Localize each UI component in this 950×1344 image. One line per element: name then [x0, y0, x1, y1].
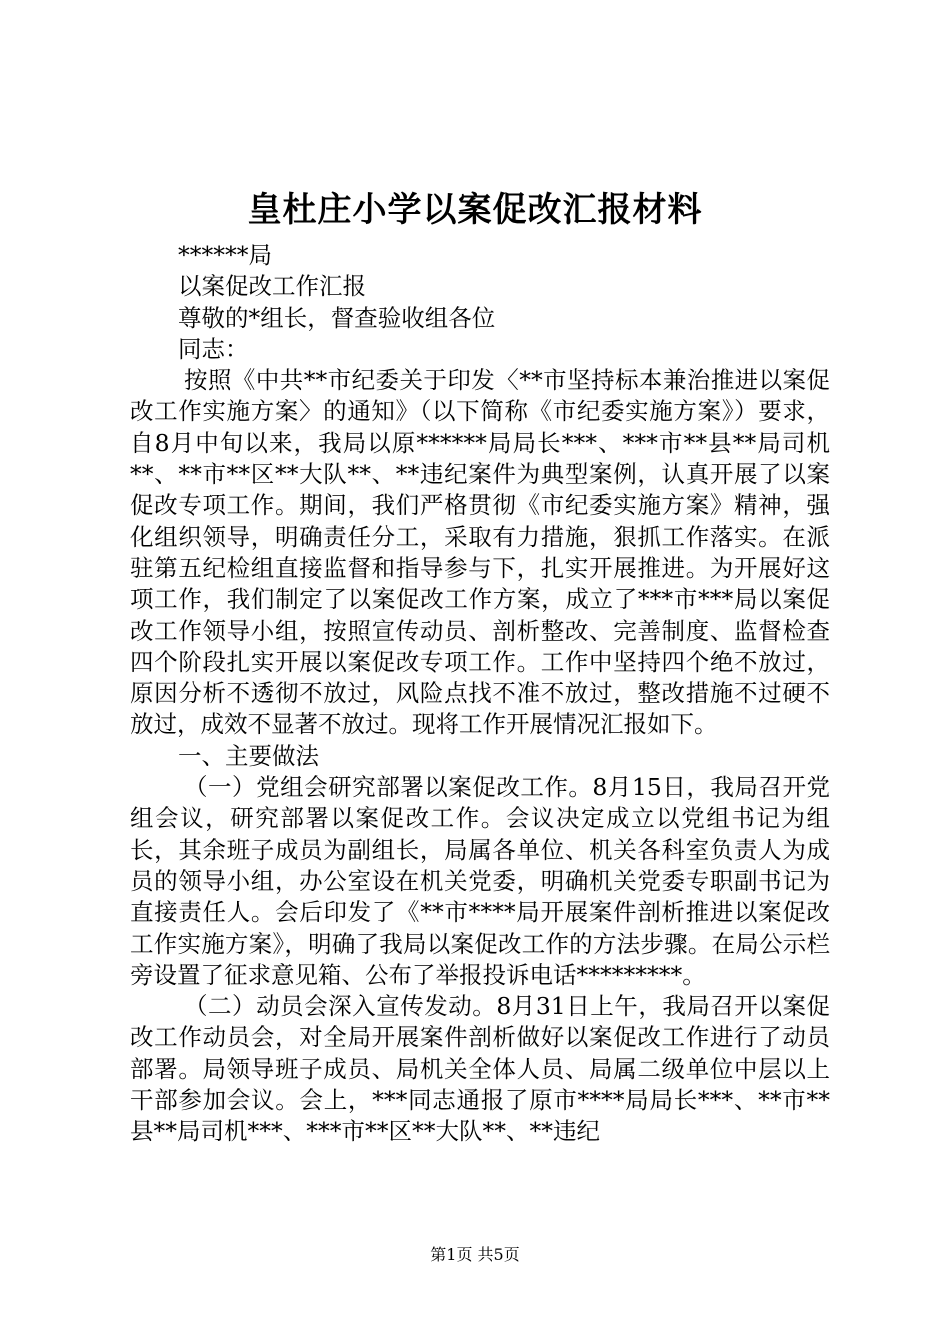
- paragraph-section-1: （一）党组会研究部署以案促改工作。8月15日，我局召开党组会议，研究部署以案促改工作。会议决定成立以党组书记为组长，其余班子成员为副组长，局属各单位、机关各科室负责人为成员的领导小组，办公室设在机关党委，明确机关党委专职副书记为直接责任人。会后印发了《**市****局开展案件剖析推进以案促改工作实施方案》，明确了我局以案促改工作的方法步骤。在局公示栏旁设置了征求意见箱、公布了举报投诉电话*********。: [130, 773, 830, 989]
- paragraph-agency-name: ******局: [178, 241, 272, 269]
- page-footer: 第1页 共5页: [430, 1245, 520, 1264]
- paragraph-salutation-cont: 同志：: [178, 334, 249, 363]
- paragraph-report-subtitle: 以案促改工作汇报: [178, 272, 366, 301]
- section-heading-main-methods: 一、主要做法: [178, 741, 319, 770]
- document-body: [130, 240, 830, 1148]
- document-title: 皇杜庄小学以案促改汇报材料: [247, 190, 703, 230]
- paragraph-intro: 按照《中共**市纪委关于印发〈**市坚持标本兼治推进以案促改工作实施方案〉的通知》（以下简称《市纪委实施方案》）要求，自8月中旬以来，我局以原******局局长***、***市**县**局司机**、**市**区**大队**、**违纪案件为典型案例，认真开展了以案促改专项工作。期间，我们严格贯彻《市纪委实施方案》精神，强化组织领导，明确责任分工，采取有力措施，狠抓工作落实。在派驻第五纪检组直接监督和指导参与下，扎实开展推进。为开展好这项工作，我们制定了以案促改工作方案，成立了***市***局以案促改工作领导小组，按照宣传动员、剖析整改、完善制度、监督检查四个阶段扎实开展以案促改专项工作。工作中坚持四个绝不放过，原因分析不透彻不放过，风险点找不准不放过，整改措施不过硬不放过，成效不显著不放过。现将工作开展情况汇报如下。: [130, 366, 830, 739]
- paragraph-salutation: 尊敬的*组长，督查验收组各位: [178, 303, 496, 332]
- paragraph-section-2: （二）动员会深入宣传发动。8月31日上午，我局召开以案促改工作动员会，对全局开展案件剖析做好以案促改工作进行了动员部署。局领导班子成员、局机关全体人员、局属二级单位中层以上干部参加会议。会上，***同志通报了原市****局局长***、**市**县**局司机***、***市**区**大队**、**违纪: [130, 992, 830, 1146]
